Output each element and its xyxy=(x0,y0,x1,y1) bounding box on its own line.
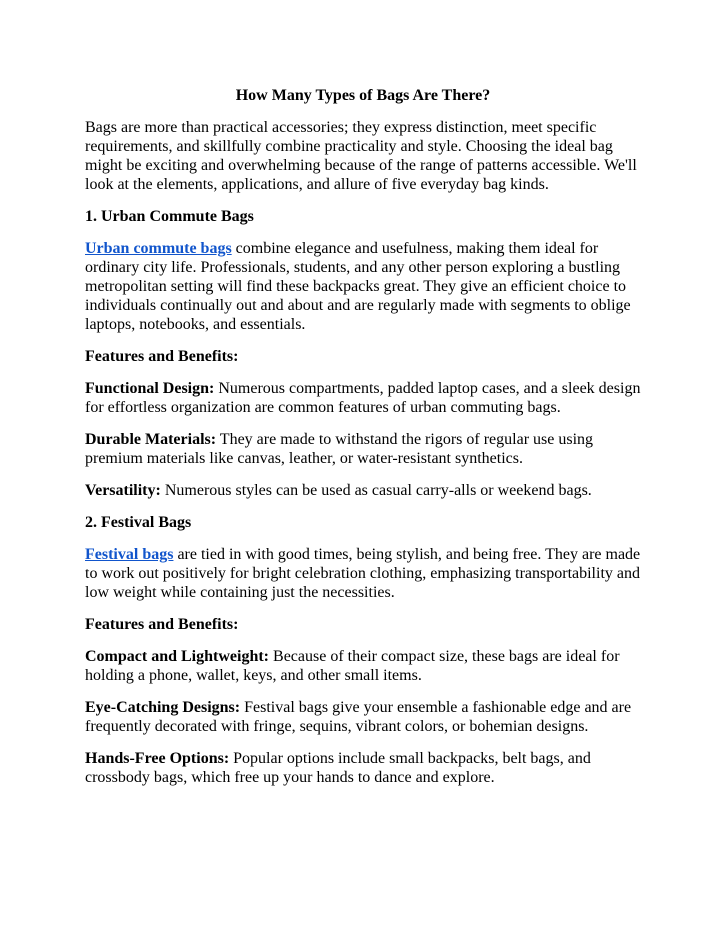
feature-item xyxy=(85,647,641,685)
feature-text: Numerous compartments, padded laptop cases, and a sleek design for effortless organization are common features of urban commuting bags. xyxy=(85,380,641,416)
feature-term: Eye-Catching Designs: xyxy=(85,699,241,716)
feature-item xyxy=(85,430,641,468)
feature-item xyxy=(85,481,641,500)
section-heading-urban-commute: 1. Urban Commute Bags xyxy=(85,208,254,225)
feature-item xyxy=(85,698,641,736)
page-title: How Many Types of Bags Are There? xyxy=(235,87,491,104)
festival-bags-link[interactable]: Festival bags xyxy=(85,546,174,563)
feature-text: Because of their compact size, these bags are ideal for holding a phone, wallet, keys, and other small items. xyxy=(85,648,620,684)
section-body-text: are tied in with good times, being stylish, and being free. They are made to work out positively for bright celebration clothing, emphasizing transportability and low weight while containing just the necessities. xyxy=(85,546,641,601)
feature-text: Numerous styles can be used as casual carry-alls or weekend bags. xyxy=(160,482,592,499)
section-heading-festival: 2. Festival Bags xyxy=(85,514,192,531)
feature-text: Popular options include small backpacks, belt bags, and crossbody bags, which free up your hands to dance and explore. xyxy=(85,750,591,786)
section-body-festival xyxy=(85,545,641,602)
feature-item xyxy=(85,749,641,787)
feature-item xyxy=(85,379,641,417)
features-heading-festival: Features and Benefits: xyxy=(85,616,239,633)
feature-term: Hands-Free Options: xyxy=(85,750,230,767)
urban-commute-bags-link[interactable]: Urban commute bags xyxy=(85,240,232,257)
section-body-urban-commute xyxy=(85,239,641,334)
feature-term: Functional Design: xyxy=(85,380,215,397)
feature-text: Festival bags give your ensemble a fashionable edge and are frequently decorated with fringe, sequins, vibrant colors, or bohemian designs. xyxy=(85,699,632,735)
section-body-text: combine elegance and usefulness, making them ideal for ordinary city life. Professionals, students, and any other person exploring a bustling metropolitan setting will find these backpacks great. They give an efficient choice to individuals continually out and about and are regularly made with segments to oblige laptops, notebooks, and essentials. xyxy=(85,240,631,333)
document-page xyxy=(85,86,641,800)
intro-paragraph: Bags are more than practical accessories; they express distinction, meet specific requirements, and skillfully combine practicality and style. Choosing the ideal bag might be exciting and overwhelming because of the range of patterns accessible. We'll look at the elements, applications, and allure of five everyday bag kinds. xyxy=(85,119,637,193)
feature-text: They are made to withstand the rigors of regular use using premium materials like canvas, leather, or water-resistant synthetics. xyxy=(85,431,594,467)
feature-term: Compact and Lightweight: xyxy=(85,648,270,665)
feature-term: Versatility: xyxy=(85,482,161,499)
features-heading-urban-commute: Features and Benefits: xyxy=(85,348,239,365)
feature-term: Durable Materials: xyxy=(85,431,217,448)
